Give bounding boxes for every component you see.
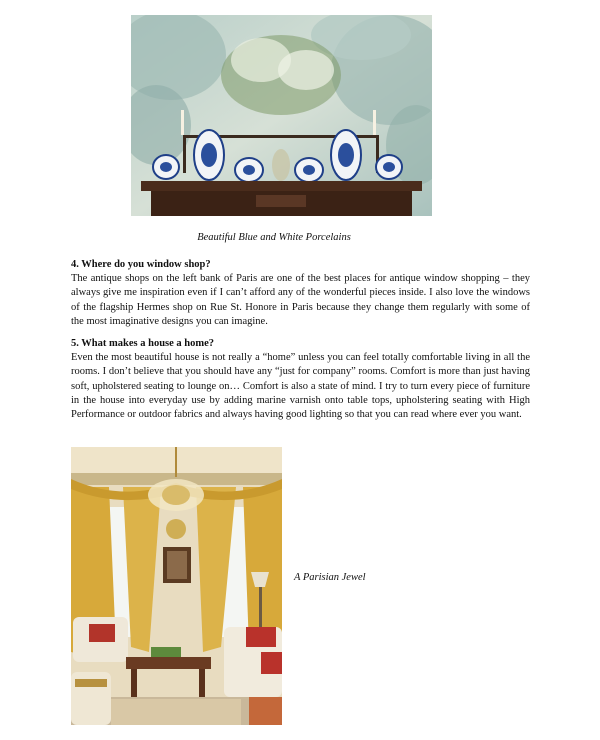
parisian-room-photo	[71, 447, 282, 725]
porcelain-caption: Beautiful Blue and White Porcelains	[197, 232, 351, 243]
parisian-room-caption: A Parisian Jewel	[294, 572, 366, 583]
question-4-heading: 4. Where do you window shop?	[71, 259, 211, 270]
question-5-heading: 5. What makes a house a home?	[71, 338, 215, 349]
question-5-section	[71, 337, 530, 422]
parisian-room-drawing	[71, 447, 282, 725]
porcelain-photo-drawing	[131, 15, 432, 216]
question-5-answer: Even the most beautiful house is not really a “home” unless you can feel totally comfortable living in all the rooms. I don’t believe that you should have any “just for company” rooms. Comfort is more than just having soft, upholstered seating to lounge on… Comfort is also a state of mind. I try to turn every piece of furniture in the house into everyday use by adding marine varnish onto table tops, upholstering seating with High Performance or outdoor fabrics and always having good lighting so that you can read where ever you want.	[71, 352, 530, 421]
porcelain-photo	[131, 15, 432, 216]
question-4-section	[71, 258, 530, 329]
question-4-answer: The antique shops on the left bank of Paris are one of the best places for antique window shopping – they always give me inspiration even if I can’t afford any of the wonderful pieces inside. I also love the windows of the flagship Hermes shop on Rue St. Honore in Paris because they change them regularly with some of the most imaginative designs you can imagine.	[71, 273, 530, 327]
